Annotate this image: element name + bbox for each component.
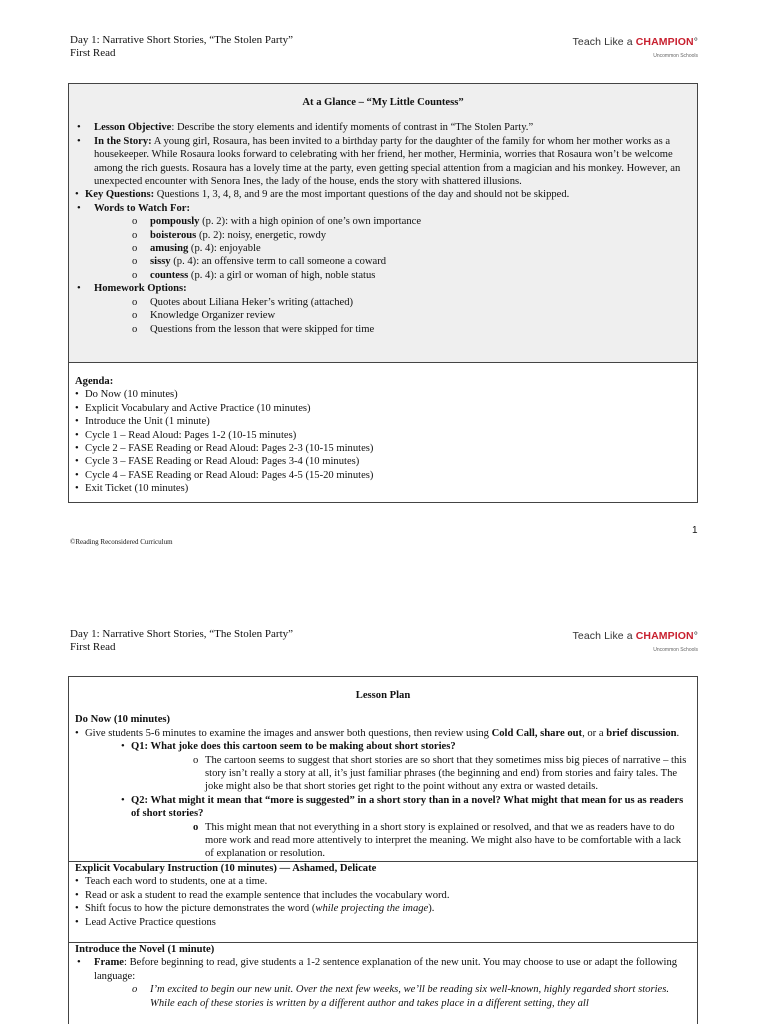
- homework-options: [75, 282, 691, 336]
- instruction-text: Give students 5-6 minutes to examine the images and answer both questions, then review using: [85, 727, 492, 739]
- frame-item: [75, 956, 691, 1010]
- word-item: [94, 215, 691, 228]
- logo-mark: °: [693, 36, 698, 48]
- glance-title: At a Glance – “My Little Countess”: [302, 97, 464, 108]
- questions-text: Questions 1, 3, 4, 8, and 9 are the most important questions of the day and should not be skipped.: [154, 189, 570, 201]
- question-list: [85, 740, 691, 861]
- logo-brand: CHAMPION: [635, 36, 694, 48]
- words-to-watch: [75, 202, 691, 282]
- frame-quote: o I’m excited to begin our new unit. Over the next few weeks, we’ll be reading six well-known, highly regarded short stories. While each of these stories is written by a different author and takes place in a different setting, they all: [94, 983, 691, 1010]
- agenda-item: • Exit Ticket (10 minutes): [75, 482, 691, 495]
- header-lesson-title: Day 1: Narrative Short Stories, “The Stolen Party”: [70, 34, 294, 46]
- header-subtitle: First Read: [70, 641, 116, 653]
- logo-subtitle: Uncommon Schools: [653, 647, 698, 654]
- agenda-box: [68, 362, 698, 503]
- logo-brand: CHAMPION: [635, 630, 694, 642]
- word-definition: (p. 4): enjoyable: [188, 243, 261, 255]
- agenda-label: Agenda:: [75, 376, 114, 387]
- vocabulary-list: [75, 875, 691, 929]
- introduce-list: [75, 956, 691, 1010]
- step-text: Shift focus to how the picture demonstrates the word (: [85, 903, 316, 915]
- glance-list: [75, 121, 691, 336]
- word-item: [94, 242, 691, 255]
- agenda-item: • Cycle 4 – FASE Reading or Read Aloud: Pages 4-5 (15-20 minutes): [75, 469, 691, 482]
- step-text: ).: [428, 903, 435, 915]
- questions-label: Key Questions:: [85, 189, 155, 201]
- technique-name: brief discussion: [606, 727, 677, 739]
- page-number: 1: [692, 525, 698, 536]
- agenda-item: • Cycle 1 – Read Aloud: Pages 1-2 (10-15 minutes): [75, 429, 691, 442]
- frame-quote-list: [94, 983, 691, 1010]
- lesson-objective: [75, 121, 691, 134]
- story-text: A young girl, Rosaura, has been invited to a birthday party for the daughter of the family for whom her mother works as a housekeeper. While Rosaura looks forward to celebrating with her friend, her mother, Herminia, worries that Rosaura won’t be welcome among the rich guests. Rosaura has a lovely time at the party, even getting special attention from a magician and his monkey. However, an unexpected encounter with Senora Ines, the lady of the house, ends the story with shattered illusions.: [94, 135, 681, 188]
- word-definition: (p. 4): an offensive term to call someone a coward: [170, 256, 387, 268]
- do-now-heading: Do Now (10 minutes): [75, 714, 171, 726]
- vocabulary-step: • Lead Active Practice questions: [75, 916, 691, 929]
- logo-prefix: Teach Like a: [572, 36, 636, 48]
- frame-text: : Before beginning to read, give students a 1-2 sentence explanation of the new unit. You may choose to use or adapt the following language:: [94, 957, 678, 982]
- page-header: [70, 34, 293, 60]
- word-definition: (p. 2): noisy, energetic, rowdy: [196, 229, 327, 241]
- vocabulary-step: [75, 902, 691, 915]
- instruction-text: .: [676, 727, 680, 739]
- question-2: [85, 794, 691, 861]
- instruction-text: , or a: [582, 727, 607, 739]
- introduce-heading: Introduce the Novel (1 minute): [75, 943, 215, 955]
- objective-label: Lesson Objective: [94, 122, 172, 134]
- word-term: countess: [150, 269, 189, 281]
- header-lesson-title: Day 1: Narrative Short Stories, “The Stolen Party”: [70, 628, 294, 640]
- header-subtitle: First Read: [70, 47, 116, 59]
- agenda-item: • Cycle 2 – FASE Reading or Read Aloud: Pages 2-3 (10-15 minutes): [75, 442, 691, 455]
- words-label: Words to Watch For:: [94, 202, 191, 214]
- word-definition: (p. 2): with a high opinion of one’s own importance: [199, 216, 422, 228]
- page-header: [70, 628, 293, 654]
- do-now-list: [75, 727, 691, 861]
- lesson-plan-box: [68, 676, 698, 1024]
- step-italic: while projecting the image: [315, 903, 429, 915]
- word-item: [94, 255, 691, 268]
- agenda-item: • Introduce the Unit (1 minute): [75, 415, 691, 428]
- logo-prefix: Teach Like a: [572, 630, 636, 642]
- do-now-section: [75, 713, 691, 860]
- at-a-glance-box: [68, 83, 698, 363]
- word-term: sissy: [150, 256, 171, 268]
- agenda-item: • Do Now (10 minutes): [75, 388, 691, 401]
- copyright-footer: ©Reading Reconsidered Curriculum: [70, 538, 173, 546]
- answer-list: [131, 821, 691, 861]
- word-term: amusing: [150, 243, 189, 255]
- introduce-section: [69, 942, 697, 1010]
- objective-text: : Describe the story elements and identify moments of contrast in “The Stolen Party.”: [171, 122, 534, 134]
- agenda-item: • Explicit Vocabulary and Active Practice (10 minutes): [75, 402, 691, 415]
- frame-label: Frame: [94, 957, 124, 969]
- words-list: [94, 215, 691, 282]
- homework-item: o Questions from the lesson that were skipped for time: [94, 323, 691, 336]
- word-term: pompously: [150, 216, 200, 228]
- word-item: [94, 269, 691, 282]
- homework-item: o Quotes about Liliana Heker’s writing (attached): [94, 296, 691, 309]
- agenda-list: [75, 388, 691, 495]
- vocabulary-section: [69, 861, 697, 942]
- answer-list: [131, 754, 691, 794]
- lesson-plan-title: Lesson Plan: [355, 690, 411, 701]
- homework-label: Homework Options:: [94, 283, 187, 295]
- technique-name: Cold Call, share out: [491, 727, 583, 739]
- vocabulary-step: • Read or ask a student to read the example sentence that includes the vocabulary word.: [75, 889, 691, 902]
- homework-list: [94, 296, 691, 336]
- question-text: Q2: What might it mean that “more is suggested” in a short story than in a novel? What might that mean for us as readers of short stories?: [131, 794, 684, 820]
- word-definition: (p. 4): a girl or woman of high, noble status: [188, 269, 376, 281]
- question-text: Q1: What joke does this cartoon seem to be making about short stories?: [131, 741, 456, 753]
- brand-logo: [573, 36, 698, 64]
- vocabulary-step: • Teach each word to students, one at a time.: [75, 875, 691, 888]
- homework-item: o Knowledge Organizer review: [94, 309, 691, 322]
- question-1-answer: o The cartoon seems to suggest that short stories are so short that they sometimes miss big pieces of narrative – this story isn’t really a story at all, it’s just familiar phrases (the beginning and end) from stories and fairy tales. The joke might also be that short stories get right to the point without any extra or wasted details.: [131, 754, 691, 794]
- in-the-story: [75, 135, 691, 189]
- logo-subtitle: Uncommon Schools: [653, 53, 698, 60]
- word-term: boisterous: [150, 229, 197, 241]
- vocabulary-heading: Explicit Vocabulary Instruction (10 minutes) — Ashamed, Delicate: [75, 862, 377, 874]
- logo-mark: °: [693, 630, 698, 642]
- brand-logo: [573, 630, 698, 658]
- agenda-item: • Cycle 3 – FASE Reading or Read Aloud: Pages 3-4 (10 minutes): [75, 455, 691, 468]
- key-questions: [75, 188, 691, 201]
- story-label: In the Story:: [94, 135, 152, 147]
- question-2-answer: o This might mean that not everything in a short story is explained or resolved, and that we as readers have to do more work and read more attentively to interpret the meaning. We might also have to be comfortable with a lack of explanation or resolution.: [131, 821, 691, 861]
- word-item: [94, 229, 691, 242]
- do-now-instructions: [75, 727, 691, 861]
- question-1: [85, 740, 691, 794]
